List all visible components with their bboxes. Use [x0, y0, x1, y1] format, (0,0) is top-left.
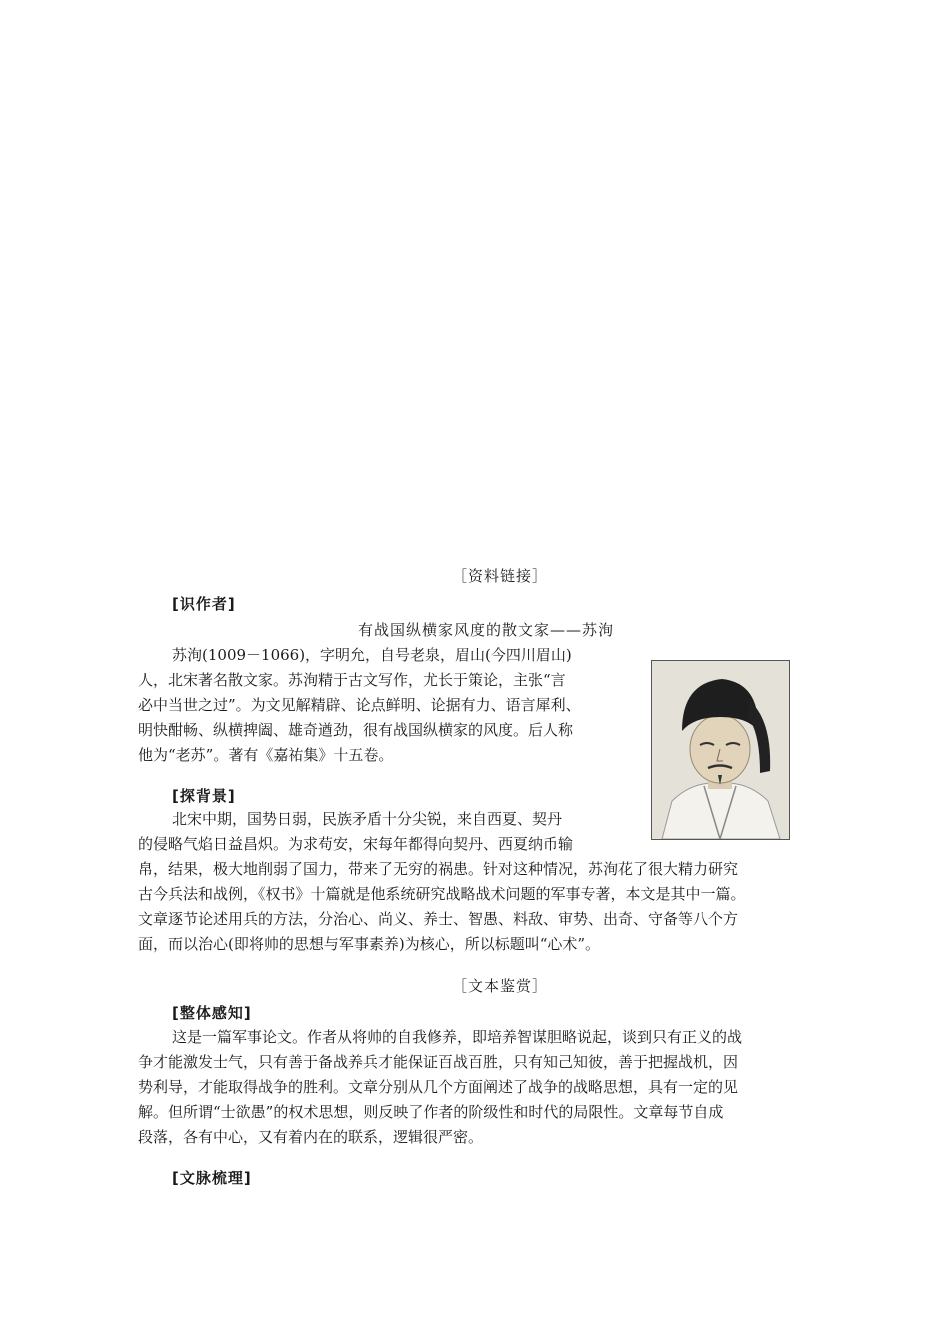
- heading-background: [探背景]: [172, 787, 236, 805]
- author-line: 必中当世之过”。为文见解精辟、论点鲜明、论据有力、语言犀利、: [138, 696, 581, 714]
- heading-structure: [文脉梳理]: [172, 1169, 252, 1187]
- author-line: 苏洵(1009－1066)，字明允，自号老泉，眉山(今四川眉山): [172, 646, 572, 664]
- author-line: 明快酣畅、纵横捭阖、雄奇遒劲，很有战国纵横家的风度。后人称: [138, 721, 574, 739]
- background-line: 的侵略气焰日益昌炽。为求苟安，宋每年都得向契丹、西夏纳币输: [138, 835, 574, 853]
- author-line: 他为“老苏”。著有《嘉祐集》十五卷。: [138, 746, 394, 764]
- background-line: 古今兵法和战例，《权书》十篇就是他系统研究战略战术问题的军事专著，本文是其中一篇。: [138, 885, 746, 903]
- background-line: 文章逐节论述用兵的方法，分治心、尚义、养士、智愚、料敌、审势、出奇、守备等八个方: [138, 910, 739, 928]
- overall-line: 争才能激发士气，只有善于备战养兵才能保证百战百胜，只有知己知彼，善于把握战机，因: [138, 1053, 739, 1071]
- background-paragraph: [138, 807, 818, 957]
- overall-line: 势利导，才能取得战争的胜利。文章分别从几个方面阐述了战争的战略思想，具有一定的见: [138, 1078, 739, 1096]
- section-tag-resource-link: ［资料链接］: [451, 567, 548, 585]
- background-line: 面，而以治心(即将帅的思想与军事素养)为核心，所以标题叫“心术”。: [138, 935, 601, 953]
- author-subtitle: 有战国纵横家风度的散文家——苏洵: [358, 621, 615, 639]
- overall-paragraph: [138, 1025, 818, 1150]
- overall-line: 这是一篇军事论文。作者从将帅的自我修养，即培养智谋胆略说起，谈到只有正义的战: [172, 1028, 743, 1046]
- heading-overall: [整体感知]: [172, 1004, 252, 1022]
- author-paragraph: [138, 643, 648, 768]
- background-line: 帛，结果，极大地削弱了国力，带来了无穷的祸患。针对这种情况，苏洵花了很大精力研究: [138, 860, 739, 878]
- section-tag-text-appreciation: ［文本鉴赏］: [451, 977, 548, 995]
- author-line: 人，北宋著名散文家。苏洵精于古文写作，尤长于策论，主张“言: [138, 671, 566, 689]
- heading-author: [识作者]: [172, 595, 236, 613]
- overall-line: 段落，各有中心，又有着内在的联系，逻辑很严密。: [138, 1128, 484, 1146]
- background-line: 北宋中期，国势日弱，民族矛盾十分尖锐，来自西夏、契丹: [172, 810, 563, 828]
- overall-line: 解。但所谓“士欲愚”的权术思想，则反映了作者的阶级性和时代的局限性。文章每节自成: [138, 1103, 724, 1121]
